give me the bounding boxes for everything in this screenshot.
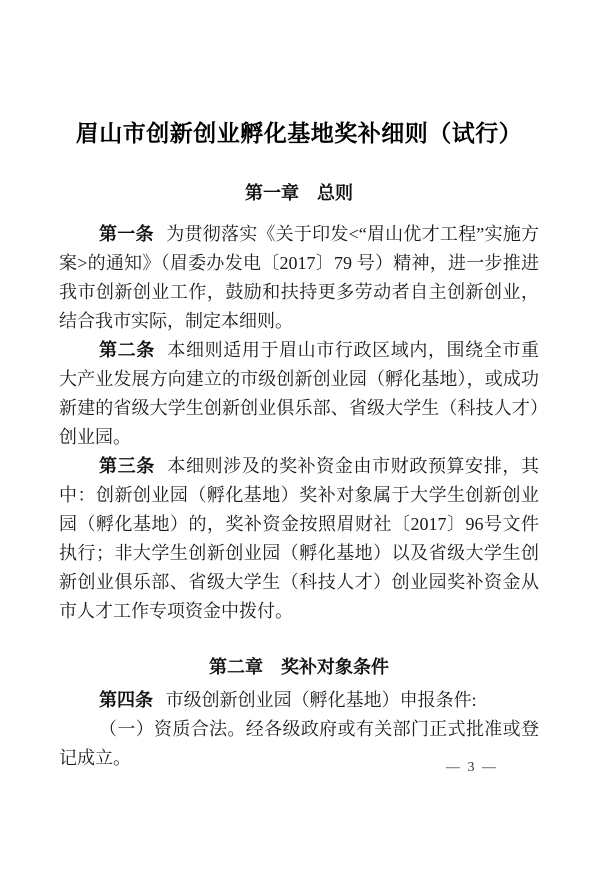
article-3-label: 第三条 xyxy=(99,456,155,476)
article-3-paragraph xyxy=(59,452,539,626)
article-2-label: 第二条 xyxy=(99,340,155,360)
article-4-paragraph xyxy=(59,686,539,715)
article-1-label: 第一条 xyxy=(99,224,154,244)
article-2-paragraph xyxy=(59,336,539,452)
article-4-label: 第四条 xyxy=(99,690,153,710)
document-content xyxy=(59,0,539,773)
page-number: — 3 — xyxy=(446,760,498,775)
article-1-paragraph xyxy=(59,220,539,336)
document-title: 眉山市创新创业孵化基地奖补细则（试行） xyxy=(75,120,523,146)
article-4-item-1-text: （一）资质合法。经各级政府或有关部门正式批准或登记成立。 xyxy=(59,719,539,768)
chapter-2-heading: 第二章 奖补对象条件 xyxy=(209,657,389,677)
chapter-1-heading: 第一章 总则 xyxy=(245,183,353,203)
chapter-2-section xyxy=(59,654,539,773)
article-4-text: 市级创新创业园（孵化基地）申报条件: xyxy=(165,690,477,710)
article-2-text: 本细则适用于眉山市行政区域内，围绕全市重大产业发展方向建立的市级创新创业园（孵化基地），或成功新建的省级大学生创新创业俱乐部、省级大学生（科技人才）创业园。 xyxy=(59,340,539,447)
chapter-1-section xyxy=(59,180,539,626)
article-1-text: 为贯彻落实《关于印发<“眉山优才工程”实施方案>的通知》（眉委办发电〔2017〕79 号）精神，进一步推进我市创新创业工作，鼓励和扶持更多劳动者自主创新创业，结合我市实际，制定本细则。 xyxy=(59,224,539,331)
article-3-text: 本细则涉及的奖补资金由市财政预算安排，其中：创新创业园（孵化基地）奖补对象属于大学生创新创业园（孵化基地）的，奖补资金按照眉财社〔2017〕96号文件执行；非大学生创新创业园（孵化基地）以及省级大学生创新创业俱乐部、省级大学生（科技人才）创业园奖补资金从市人才工作专项资金中拨付。 xyxy=(59,456,539,621)
